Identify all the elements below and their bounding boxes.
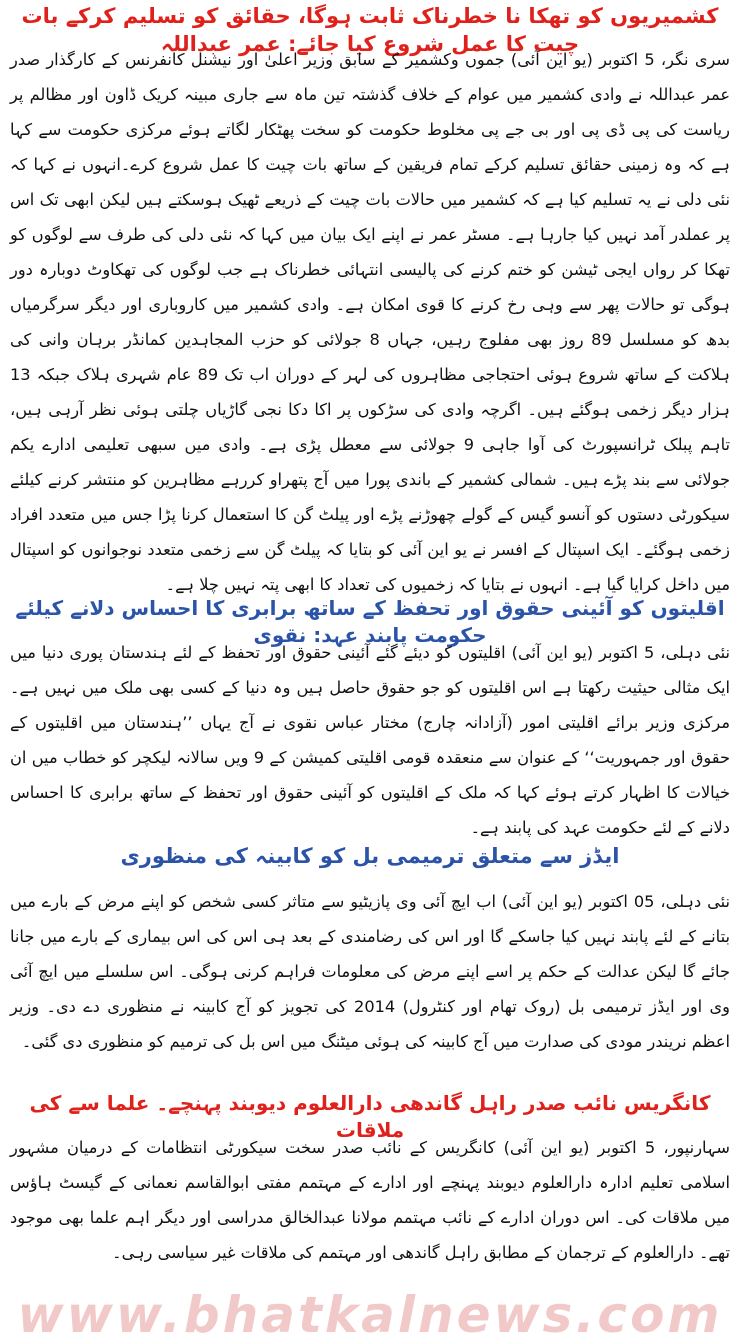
headline-aids-bill: ایڈز سے متعلق ترمیمی بل کو کابینہ کی منظوری (120, 844, 620, 868)
headline-rahul-gandhi-deoband: کانگریس نائب صدر راہل گاندھی دارالعلوم دیوبند پہنچے۔ علما سے کی ملاقات (29, 1091, 711, 1142)
article-body-naqvi-minorities: نئی دہلی، 5 اکتوبر (یو این آئی) اقلیتوں کو دیئے گئے آئینی حقوق اور تحفظ کے لئے ہندستان پوری دنیا میں ایک مثالی حیثیت رکھتا ہے اس اقلیتوں کو جو حقوق حاصل ہیں وہ دنیا کے کسی بھی ملک میں نہیں ہے۔ مرکزی وزیر برائے اقلیتی امور (آزادانہ چارج) مختار عباس نقوی نے آج یہاں ’’ہندستان میں اقلیتوں کے حقوق اور جمہوریت‘‘ کے عنوان سے منعقدہ قومی اقلیتی کمیشن کے 9 ویں سالانہ لیکچر کو خطاب میں ان خیالات کا اظہار کرتے ہوئے کہا کہ ملک کے اقلیتوں کو آئینی حقوق اور تحفظ کے ساتھ برابری کا احساس دلانے کے لئے حکومت عہد کی پابند ہے۔ (10, 643, 730, 837)
headline-naqvi-minorities: اقلیتوں کو آئینی حقوق اور تحفظ کے ساتھ برابری کا احساس دلانے کیلئے حکومت پابند عہد: نقوی (15, 596, 725, 647)
watermark-text: www.bhatkalnews.com (17, 1286, 723, 1344)
article-body-omar-abdullah: سری نگر، 5 اکتوبر (یو این آئی) جموں وکشمیر کے سابق وزیر اعلیٰ اور نیشنل کانفرنس کے کارگذار صدر عمر عبداللہ نے وادی کشمیر میں عوام کے خلاف گذشتہ تین ماہ سے جاری مبینہ کریک ڈاون اور مظالم پر ریاست کی پی ڈی پی اور بی جے پی مخلوط حکومت کو سخت پھٹکار لگاتے ہوئے مرکزی حکومت سے کہا ہے کہ وہ زمینی حقائق تسلیم کرکے تمام فریقین کے ساتھ بات چیت کا عمل شروع کرے۔انہوں نے کہا کہ نئی دلی نے یہ تسلیم کیا ہے کہ کشمیر میں حالات بات چیت کے ذریعے ٹھیک ہوسکتے ہیں لیکن ابھی تک اس پر عملدر آمد نہیں کیا جارہا ہے۔ مسٹر عمر نے اپنے ایک بیان میں کہا کہ نئی دلی کی طرف سے لوگوں کو تھکا کر رواں ایجی ٹیشن کو ختم کرنے کی پالیسی انتہائی خطرناک ہے جب لوگوں کی تھکاوٹ دوبارہ دور ہوگی تو حالات پھر سے وہی رخ کرنے کا قوی امکان ہے۔ وادی کشمیر میں کاروباری اور دیگر سرگرمیاں بدھ کو مسلسل 89 روز بھی مفلوج رہیں، جہاں 8 جولائی کو حزب المجاہدین کمانڈر برہان وانی کی ہلاکت کے ساتھ شروع ہوئی احتجاجی مظاہروں کی لہر کے دوران اب تک 89 عام شہری ہلاک جبکہ 13 ہزار دیگر زخمی ہوگئے ہیں۔ اگرچہ وادی کی سڑکوں پر اکا دکا نجی گاڑیاں چلتی ہوئی نظر آرہی ہیں، تاہم پبلک ٹرانسپورٹ کی آوا جاہی 9 جولائی سے معطل پڑی ہے۔ وادی میں سبھی تعلیمی ادارے یکم جولائی سے بند پڑے ہیں۔ شمالی کشمیر کے باندی پورا میں آج پتھراو کررہے مظاہرین کو منتشر کرنے کیلئے سیکورٹی دستوں کو آنسو گیس کے گولے چھوڑنے پڑے اور پیلٹ گن کا استعمال کرنا پڑا جس میں متعدد افراد زخمی ہوگئے۔ ایک اسپتال کے افسر نے یو این آئی کو بتایا کہ پیلٹ گن سے زخمی متعدد نوجوانوں کو اسپتال میں داخل کرایا گیا ہے۔ انہوں نے بتایا کہ زخمیوں کی تعداد کا ابھی پتہ نہیں چلا ہے۔ (10, 50, 731, 594)
footer-watermark (0, 1286, 740, 1344)
article-body-aids-bill: نئی دہلی، 05 اکتوبر (یو این آئی) اب ایچ آئی وی پازیٹیو سے متاثر کسی شخص کو اپنے مرض کے بارے میں بتانے کے لئے پابند نہیں کیا جاسکے گا اور اس کی رضامندی کے بعد ہی اس کی اس بیماری کے بارے میں جانا جائے گا لیکن عدالت کے حکم پر اسے اپنے مرض کی معلومات فراہم کرنی ہوگی۔ اس سلسلے میں ایچ آئی وی اور ایڈز ترمیمی بل (روک تھام اور کنٹرول) 2014 کی تجویز کو آج کابینہ نے منظوری دے دی۔ وزیر اعظم نریندر مودی کی صدارت میں آج کابینہ کی ہوئی میٹنگ میں اس بل کی ترمیم کو منظوری دی گئی۔ (10, 892, 731, 1051)
headline-omar-abdullah: کشمیریوں کو تھکا نا خطرناک ثابت ہوگا، حقائق کو تسلیم کرکے بات چیت کا عمل شروع کیا جائے: عمر عبداللہ (21, 4, 719, 57)
article-body-rahul-gandhi-deoband: سہارنپور، 5 اکتوبر (یو این آئی) کانگریس کے نائب صدر سخت سیکورٹی انتظامات کے درمیان مشہور اسلامی تعلیم ادارہ دارالعلوم دیوبند پہنچے اور ادارے کے مہتمم مفتی ابوالقاسم نعمانی کے گیسٹ ہاؤس میں ملاقات کی۔ اس دوران ادارے کے نائب مہتمم مولانا عبدالخالق مدراسی اور دیگر اہم علما بھی موجود تھے۔ دارالعلوم کے ترجمان کے مطابق راہل گاندھی اور مہتمم کی ملاقات غیر سیاسی رہی۔ (10, 1138, 730, 1262)
